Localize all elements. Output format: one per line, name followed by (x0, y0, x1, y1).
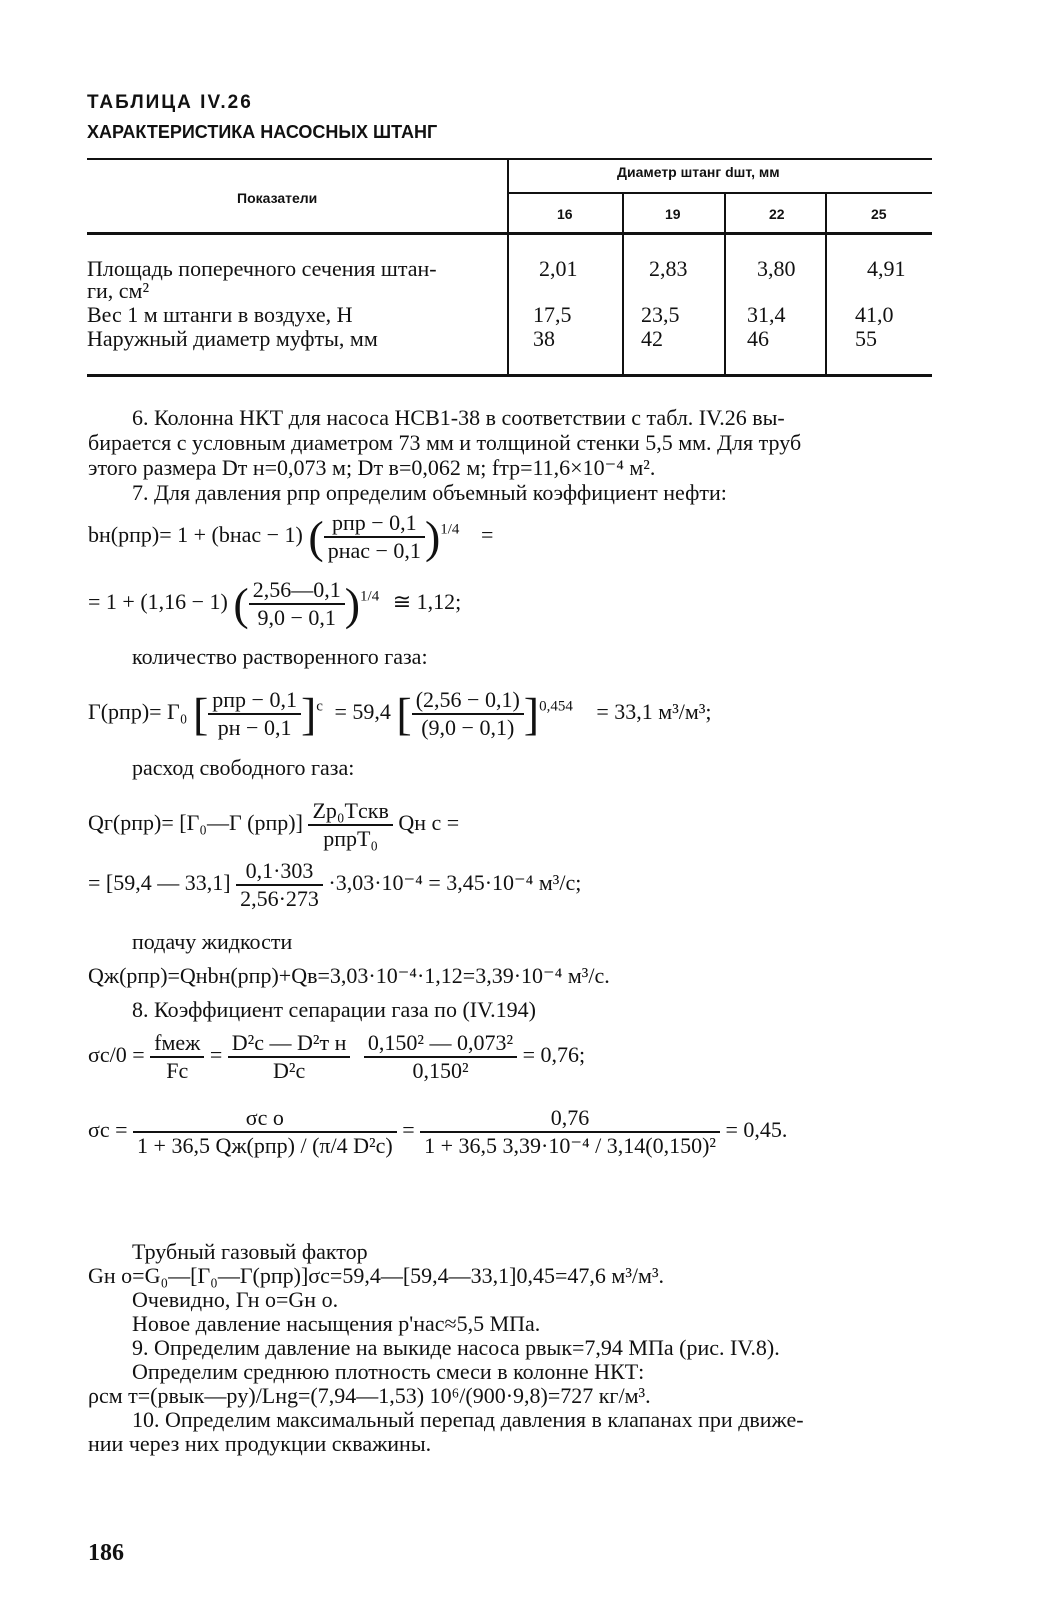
eq3-bracket2-close: ] (523, 688, 540, 740)
equation-free-gas-numeric (88, 858, 581, 912)
eq3-bracket2-open: [ (396, 688, 412, 740)
table-divider-vertical (507, 158, 509, 376)
cell-weight-25: 41,0 (855, 302, 894, 327)
eq1-exponent: 1/4 (440, 521, 460, 538)
para-7: 7. Для давления pпр определим объемный коэффициент нефти: (132, 480, 727, 505)
para-6-line3: этого размера Dт н=0,073 м; Dт в=0,062 м; fтр=11,6×10⁻⁴ м². (88, 455, 656, 480)
eq3-exponent2: 0,454 (539, 698, 573, 715)
eq4-left: Qг(pпр)= [Г₀—Г (pпр)] (88, 810, 303, 836)
equation-separation-coef (88, 1105, 787, 1159)
eq7-numerator1: fмеж (150, 1030, 204, 1058)
eq3-bracket-open: [ (192, 688, 209, 740)
cell-coupling-16: 38 (533, 326, 555, 351)
table-header-rule (87, 232, 932, 235)
header-indicators: Показатели (237, 190, 318, 206)
para-6-line1: 6. Колонна НКТ для насоса НСВ1-38 в соответствии с табл. IV.26 вы- (132, 405, 785, 430)
table-caption: ТАБЛИЦА IV.26 (87, 92, 253, 113)
equation-oil-volume-factor-numeric (88, 577, 461, 631)
para-6-line2: бирается с условным диаметром 73 мм и толщиной стенки 5,5 мм. Для труб (88, 430, 802, 455)
text-obviously: Очевидно, Гн о=Gн о. (132, 1287, 339, 1312)
eq7-fraction3 (364, 1030, 517, 1084)
table-col-rule (724, 192, 726, 376)
row-label-area-cont: ги, см² (87, 278, 150, 303)
eq8-numerator1: σc o (133, 1105, 397, 1133)
rod-characteristics-table (87, 158, 932, 380)
table-group-rule (507, 192, 932, 194)
eq3-exponent: c (316, 698, 323, 715)
eq1-fraction (324, 510, 425, 564)
eq3-mid: = 59,4 (334, 699, 391, 725)
page-number: 186 (88, 1540, 124, 1566)
eq5-numerator: 0,1·303 (236, 858, 323, 886)
equation-oil-volume-factor (88, 510, 493, 564)
equation-mixture-density: ρсм т=(pвык—pу)/Lнg=(7,94—1,53) 10⁶/(900·9,8)=727 кг/м³. (88, 1383, 651, 1408)
eq3-numerator: pпр − 0,1 (208, 687, 301, 715)
eq4-tail: Qн с = (398, 810, 460, 836)
para-10-line2: нии через них продукции скважины. (88, 1431, 432, 1456)
eq1-numerator: pпр − 0,1 (324, 510, 425, 538)
eq2-exponent: 1/4 (360, 588, 380, 605)
eq2-result: ≅ 1,12; (392, 589, 462, 615)
row-label-weight: Вес 1 м штанги в воздухе, Н (87, 302, 353, 327)
eq7-numerator3: 0,150² — 0,073² (364, 1030, 517, 1058)
table-top-rule (87, 158, 932, 160)
para-9-line1: 9. Определим давление на выкиде насоса pвык=7,94 МПа (рис. IV.8). (132, 1335, 780, 1360)
cell-area-19: 2,83 (649, 256, 688, 281)
cell-area-16: 2,01 (539, 256, 578, 281)
eq3-bracket-close: ] (300, 688, 317, 740)
eq1-denominator: pнас − 0,1 (327, 538, 421, 563)
eq5-left: = [59,4 — 33,1] (88, 870, 231, 896)
eq8-equals: = (402, 1117, 415, 1143)
para-8: 8. Коэффициент сепарации газа по (IV.194) (132, 997, 536, 1022)
eq1-paren-close: ) (424, 511, 441, 563)
eq8-denominator1: 1 + 36,5 Qж(pпр) / (π/4 D²c) (137, 1133, 393, 1158)
eq5-fraction (236, 858, 323, 912)
eq8-left: σc = (88, 1117, 128, 1143)
equation-tube-gas-factor: Gн о=G₀—[Г₀—Г(pпр)]σc=59,4—[59,4—33,1]0,45=47,6 м³/м³. (88, 1263, 665, 1288)
eq3-result: = 33,1 м³/м³; (596, 699, 712, 725)
cell-coupling-19: 42 (641, 326, 663, 351)
eq8-fraction2 (420, 1105, 720, 1159)
eq4-fraction (308, 798, 392, 852)
eq7-result: = 0,76; (522, 1042, 586, 1068)
eq1-equals: = (480, 522, 494, 548)
eq3-numerator2: (2,56 − 0,1) (412, 687, 524, 715)
header-col-19: 19 (665, 206, 681, 222)
eq2-paren-open: ( (233, 578, 249, 630)
eq8-fraction1 (133, 1105, 397, 1159)
label-dissolved-gas: количество растворенного газа: (132, 644, 428, 669)
eq3-denominator2: (9,0 − 0,1) (421, 715, 515, 740)
cell-weight-16: 17,5 (533, 302, 572, 327)
cell-coupling-22: 46 (747, 326, 769, 351)
table-title: ХАРАКТЕРИСТИКА НАСОСНЫХ ШТАНГ (87, 122, 438, 142)
eq7-denominator2: D²c (272, 1058, 306, 1083)
eq7-fraction1 (150, 1030, 204, 1084)
label-liquid-supply: подачу жидкости (132, 929, 293, 954)
eq7-fraction2 (228, 1030, 351, 1084)
header-col-22: 22 (769, 206, 785, 222)
eq1-left: bн(pпр)= 1 + (bнас − 1) (88, 522, 303, 548)
eq3-left: Г(pпр)= Г₀ (88, 699, 188, 725)
cell-area-22: 3,80 (757, 256, 796, 281)
para-10-line1: 10. Определим максимальный перепад давления в клапанах при движе- (132, 1407, 804, 1432)
equation-liquid-supply: Qж(pпр)=Qнbн(pпр)+Qв=3,03·10⁻⁴·1,12=3,39·10⁻⁴ м³/с. (88, 963, 610, 988)
header-col-16: 16 (557, 206, 573, 222)
eq7-left: σc/0 = (88, 1042, 145, 1068)
eq1-paren-open: ( (308, 511, 324, 563)
eq5-tail: ·3,03·10⁻⁴ = 3,45·10⁻⁴ м³/с; (328, 870, 582, 896)
table-bottom-rule (87, 374, 932, 377)
eq7-equals: = (209, 1042, 223, 1068)
cell-coupling-25: 55 (855, 326, 877, 351)
text-tube-gas-factor: Трубный газовый фактор (132, 1239, 368, 1264)
eq2-numerator: 2,56—0,1 (249, 577, 345, 605)
cell-weight-19: 23,5 (641, 302, 680, 327)
eq7-denominator1: Fc (166, 1058, 189, 1083)
equation-dissolved-gas (88, 687, 712, 741)
header-col-25: 25 (871, 206, 887, 222)
eq3-fraction2 (412, 687, 524, 741)
text-new-saturation-pressure: Новое давление насыщения p'нас≈5,5 МПа. (132, 1311, 541, 1336)
eq8-denominator2: 1 + 36,5 3,39·10⁻⁴ / 3,14(0,150)² (424, 1133, 716, 1158)
eq8-result: = 0,45. (725, 1117, 788, 1143)
equation-free-gas (88, 798, 459, 852)
cell-weight-22: 31,4 (747, 302, 786, 327)
eq7-numerator2: D²c — D²т н (228, 1030, 351, 1058)
eq8-numerator2: 0,76 (420, 1105, 720, 1133)
eq2-fraction (249, 577, 345, 631)
eq3-fraction (208, 687, 301, 741)
table-col-rule (622, 192, 624, 376)
eq2-denominator: 9,0 − 0,1 (257, 605, 336, 630)
eq5-denominator: 2,56·273 (240, 886, 319, 911)
row-label-coupling: Наружный диаметр муфты, мм (87, 326, 378, 351)
row-label-area: Площадь поперечного сечения штан- (87, 256, 437, 281)
para-9-line2: Определим среднюю плотность смеси в колонне НКТ: (132, 1359, 645, 1384)
eq2-paren-close: ) (344, 578, 361, 630)
eq4-denominator: pпрT₀ (323, 826, 379, 851)
eq7-denominator3: 0,150² (412, 1058, 469, 1083)
cell-area-25: 4,91 (867, 256, 906, 281)
label-free-gas: расход свободного газа: (132, 755, 355, 780)
eq3-denominator: pн − 0,1 (217, 715, 292, 740)
table-col-rule (825, 192, 827, 376)
eq4-numerator: Zp₀Tскв (308, 798, 392, 826)
equation-separation-coef-0 (88, 1030, 585, 1084)
header-rod-diameter: Диаметр штанг dшт, мм (617, 164, 780, 180)
eq2-left: = 1 + (1,16 − 1) (88, 589, 228, 615)
